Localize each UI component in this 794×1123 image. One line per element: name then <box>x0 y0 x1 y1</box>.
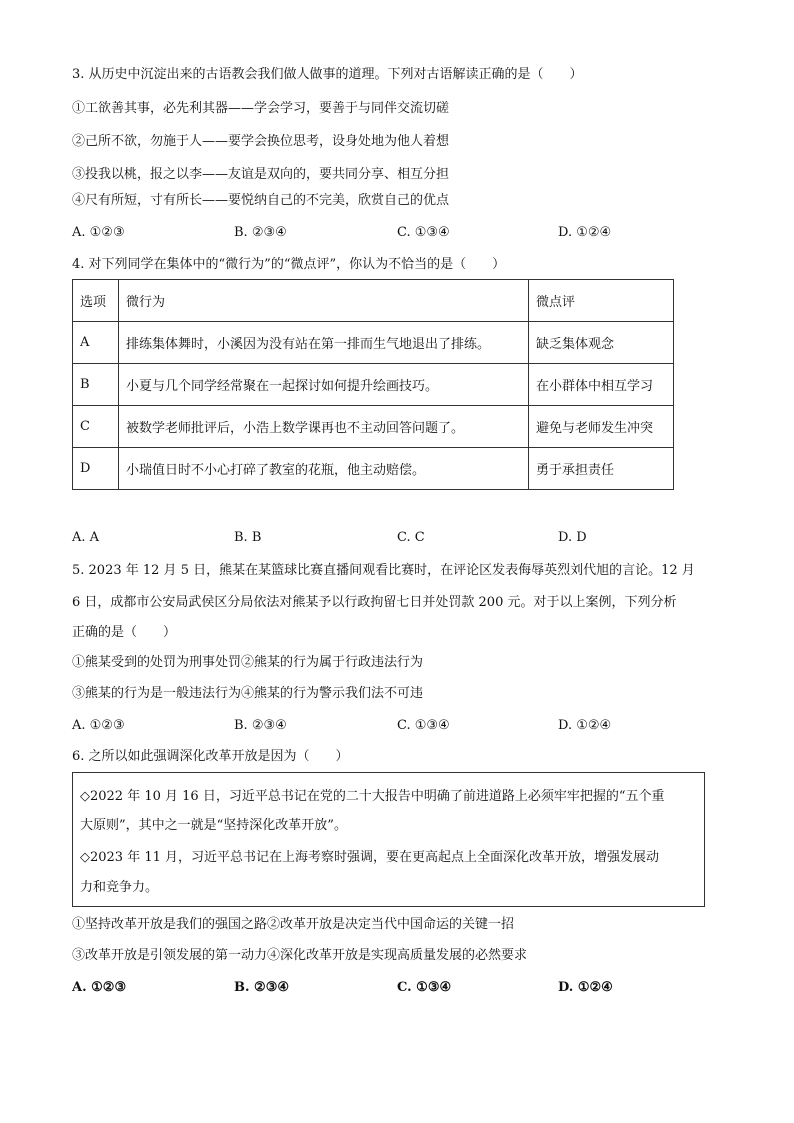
q3-option-c[interactable]: C. ①③④ <box>397 225 450 240</box>
q5-item: ①熊某受到的处罚为刑事处罚②熊某的行为属于行政违法行为 <box>72 655 424 670</box>
table-cell: 小夏与几个同学经常聚在一起探讨如何提升绘画技巧。 <box>119 364 529 406</box>
q3-option-d[interactable]: D. ①②④ <box>558 225 612 240</box>
table-cell: 勇于承担责任 <box>529 448 674 490</box>
q4-option-b[interactable]: B. B <box>234 530 262 545</box>
table-cell: D <box>73 448 119 490</box>
q3-option-b[interactable]: B. ②③④ <box>234 225 287 240</box>
q6-item: ①坚持改革开放是我们的强国之路②改革开放是决定当代中国命运的关键一招 <box>72 917 515 932</box>
q4-option-c[interactable]: C. C <box>397 530 425 545</box>
q4-option-d[interactable]: D. D <box>558 530 587 545</box>
table-row <box>73 322 674 364</box>
table-cell: B <box>73 364 119 406</box>
material-line: ◇2022 年 10 月 16 日，习近平总书记在党的二十大报告中明确了前进道路上必须牢牢把握的“五个重 <box>80 789 665 804</box>
q5-stem: 正确的是（ ） <box>72 625 177 640</box>
q5-option-b[interactable]: B. ②③④ <box>234 718 287 733</box>
table-cell: 被数学老师批评后，小浩上数学课再也不主动回答问题了。 <box>119 406 529 448</box>
table-row <box>73 448 674 490</box>
table-cell: 小瑞值日时不小心打碎了教室的花瓶，他主动赔偿。 <box>119 448 529 490</box>
q5-stem: 6 日，成都市公安局武侯区分局依法对熊某予以行政拘留七日并处罚款 200 元。对于以上案例，下列分析 <box>72 595 677 610</box>
q4-stem: 4. 对下列同学在集体中的“微行为”的“微点评”，你认为不恰当的是（ ） <box>72 257 506 272</box>
q3-item: ②己所不欲，勿施于人——要学会换位思考，设身处地为他人着想 <box>72 134 450 149</box>
q5-option-d[interactable]: D. ①②④ <box>558 718 612 733</box>
header-cell: 微行为 <box>119 280 529 322</box>
q6-material-box <box>72 772 705 907</box>
q4-table <box>72 279 674 490</box>
q5-item: ③熊某的行为是一般违法行为④熊某的行为警示我们法不可违 <box>72 686 424 701</box>
q4-option-a[interactable]: A. A <box>72 530 100 545</box>
table-header-row <box>73 280 674 322</box>
material-line: 大原则”，其中之一就是“坚持深化改革开放”。 <box>80 818 347 833</box>
q5-option-c[interactable]: C. ①③④ <box>397 718 450 733</box>
table-cell: 缺乏集体观念 <box>529 322 674 364</box>
q5-option-a[interactable]: A. ①②③ <box>72 718 125 733</box>
q4-options <box>72 529 712 547</box>
table-row <box>73 406 674 448</box>
q6-option-a[interactable]: A. ①②③ <box>72 980 127 995</box>
q3-item: ③投我以桃，报之以李——友谊是双向的，要共同分享、相互分担 <box>72 167 450 182</box>
q3-item: ④尺有所短，寸有所长——要悦纳自己的不完美，欣赏自己的优点 <box>72 193 450 208</box>
q3-options <box>72 224 712 242</box>
q6-options <box>72 979 712 997</box>
table-cell: 在小群体中相互学习 <box>529 364 674 406</box>
q6-stem: 6. 之所以如此强调深化改革开放是因为（ ） <box>72 749 349 764</box>
table-cell: 排练集体舞时，小溪因为没有站在第一排而生气地退出了排练。 <box>119 322 529 364</box>
q3-option-a[interactable]: A. ①②③ <box>72 225 125 240</box>
q5-stem: 5. 2023 年 12 月 5 日，熊某在某篮球比赛直播间观看比赛时，在评论区发表侮辱英烈刘代旭的言论。12 月 <box>72 563 695 578</box>
header-cell: 微点评 <box>529 280 674 322</box>
header-cell: 选项 <box>73 280 119 322</box>
q5-options <box>72 717 712 735</box>
q6-option-d[interactable]: D. ①②④ <box>558 980 613 995</box>
q6-item: ③改革开放是引领发展的第一动力④深化改革开放是实现高质量发展的必然要求 <box>72 948 528 963</box>
material-line: ◇2023 年 11 月，习近平总书记在上海考察时强调，要在更高起点上全面深化改革开放，增强发展动 <box>80 850 660 865</box>
material-line: 力和竞争力。 <box>80 880 159 895</box>
table-cell: A <box>73 322 119 364</box>
q3-stem: 3. 从历史中沉淀出来的古语教会我们做人做事的道理。下列对古语解读正确的是（ ） <box>72 67 583 82</box>
q6-option-b[interactable]: B. ②③④ <box>234 980 290 995</box>
table-cell: 避免与老师发生冲突 <box>529 406 674 448</box>
q6-option-c[interactable]: C. ①③④ <box>397 980 452 995</box>
table-cell: C <box>73 406 119 448</box>
table-row <box>73 364 674 406</box>
q3-item: ①工欲善其事，必先利其器——学会学习，要善于与同伴交流切磋 <box>72 101 450 116</box>
